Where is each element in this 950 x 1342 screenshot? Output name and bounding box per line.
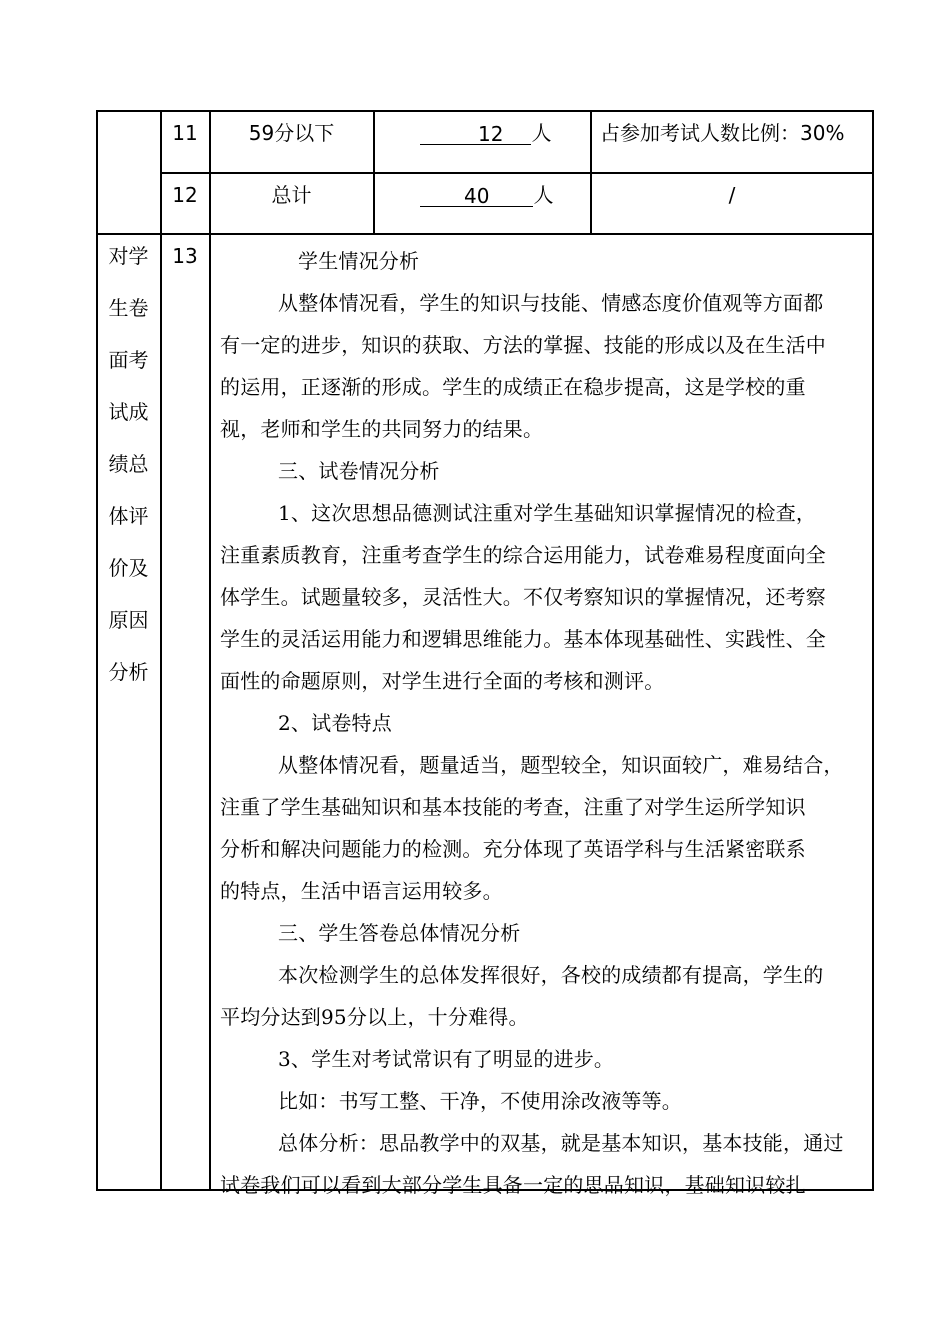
content-line: 有一定的进步，知识的获取、方法的掌握、技能的形成以及在生活中 xyxy=(220,333,826,357)
row-count xyxy=(420,183,553,207)
content-line: 体学生。试题量较多，灵活性大。不仅考察知识的掌握情况，还考察 xyxy=(220,585,826,609)
side-label-line: 绩总 xyxy=(108,452,149,476)
content-line: 平均分达到95分以上，十分难得。 xyxy=(220,1005,529,1029)
content-line: 3、学生对考试常识有了明显的进步。 xyxy=(278,1047,615,1071)
row-label: 59分以下 xyxy=(248,121,335,145)
content-line: 比如：书写工整、干净，不使用涂改液等等。 xyxy=(278,1089,682,1113)
side-label-line: 分析 xyxy=(108,660,149,684)
row-divider-1 xyxy=(160,172,874,174)
content-line: 分析和解决问题能力的检测。充分体现了英语学科与生活紧密联系 xyxy=(220,837,806,861)
col-divider-3 xyxy=(373,110,375,234)
content-line: 注重了学生基础知识和基本技能的考查，注重了对学生运所学知识 xyxy=(220,795,806,819)
section-number: 13 xyxy=(172,244,198,268)
content-line: 从整体情况看，题量适当，题型较全，知识面较广，难易结合， xyxy=(278,753,844,777)
row-count xyxy=(420,121,551,145)
side-label-line: 生卷 xyxy=(108,296,149,320)
count-unit: 人 xyxy=(531,121,552,145)
col-divider-4 xyxy=(590,110,592,234)
content-heading: 学生情况分析 xyxy=(298,249,420,273)
content-line: 视，老师和学生的共同努力的结果。 xyxy=(220,417,544,441)
side-label-line: 面考 xyxy=(108,348,149,372)
side-label-line: 价及 xyxy=(108,556,149,580)
count-unit: 人 xyxy=(533,183,554,207)
content-line: 学生的灵活运用能力和逻辑思维能力。基本体现基础性、实践性、全 xyxy=(220,627,826,651)
count-value: 40 xyxy=(464,184,490,208)
side-label-line: 体评 xyxy=(108,504,149,528)
content-line: 总体分析：思品教学中的双基，就是基本知识，基本技能，通过 xyxy=(278,1131,844,1155)
table-border-top xyxy=(96,110,874,112)
row-number: 11 xyxy=(172,121,198,145)
table-border-right xyxy=(872,110,874,1191)
row-number: 12 xyxy=(172,183,198,207)
row-ratio: 占参加考试人数比例：30% xyxy=(600,121,845,145)
content-line: 的特点，生活中语言运用较多。 xyxy=(220,879,503,903)
side-label-line: 对学 xyxy=(108,244,149,268)
count-value: 12 xyxy=(478,122,504,146)
col-divider-2 xyxy=(209,110,211,1191)
content-line: 试卷我们可以看到大部分学生具备一定的思品知识，基础知识较扎 xyxy=(220,1173,806,1197)
content-heading: 三、试卷情况分析 xyxy=(278,459,440,483)
side-label-line: 原因 xyxy=(108,608,149,632)
col-divider-1 xyxy=(160,110,162,1191)
content-line: 注重素质教育，注重考查学生的综合运用能力，试卷难易程度面向全 xyxy=(220,543,826,567)
content-heading: 三、学生答卷总体情况分析 xyxy=(278,921,521,945)
side-label-line: 试成 xyxy=(108,400,149,424)
section-side-label xyxy=(97,240,160,708)
content-line: 的运用，正逐渐的形成。学生的成绩正在稳步提高，这是学校的重 xyxy=(220,375,806,399)
row-divider-2 xyxy=(96,233,874,235)
content-line: 面性的命题原则，对学生进行全面的考核和测评。 xyxy=(220,669,665,693)
row-label: 总计 xyxy=(271,183,312,207)
row-ratio: / xyxy=(728,183,736,207)
content-line: 本次检测学生的总体发挥很好，各校的成绩都有提高，学生的 xyxy=(278,963,824,987)
content-line: 从整体情况看，学生的知识与技能、情感态度价值观等方面都 xyxy=(278,291,824,315)
content-heading: 2、试卷特点 xyxy=(278,711,392,735)
section-content xyxy=(220,240,870,1206)
content-line: 1、这次思想品德测试注重对学生基础知识掌握情况的检查， xyxy=(278,501,817,525)
